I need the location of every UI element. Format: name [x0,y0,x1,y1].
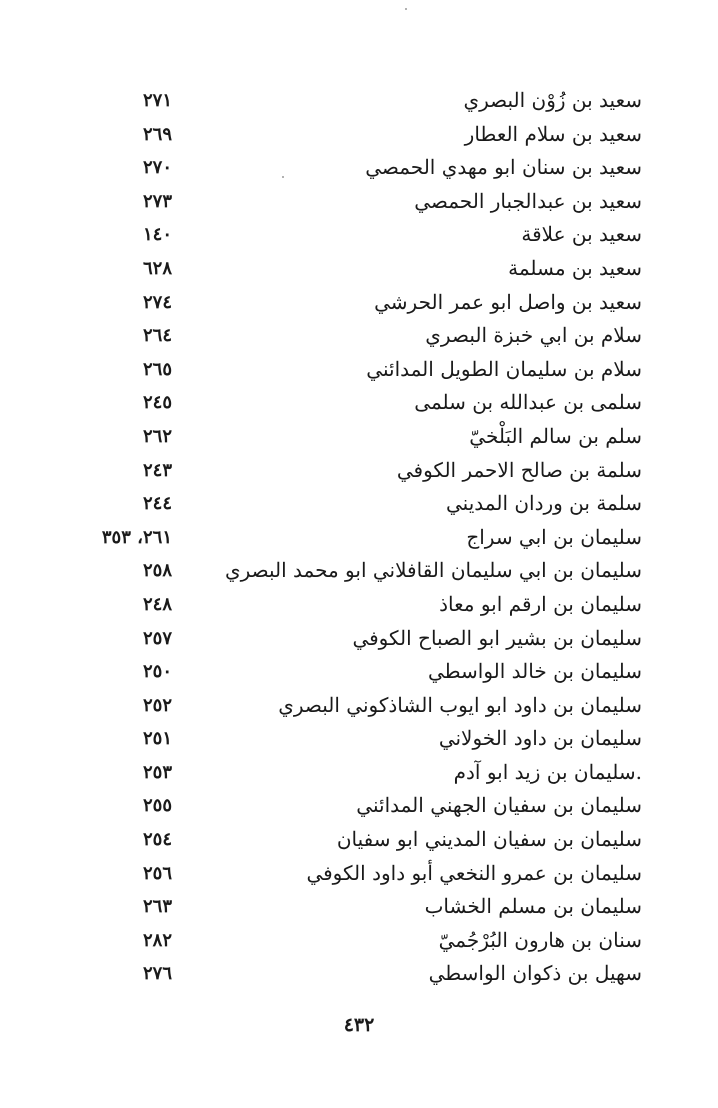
entry-page-refs: ٢٨٢ [142,929,172,951]
entry-name: سنان بن هارون البُرْجُميّ [438,927,642,952]
page-number: ٤٣٢ [343,1014,375,1036]
entry-page-refs: ٢٤٤ [142,493,172,515]
index-entry [0,151,718,185]
entry-name: سليمان بن بشير ابو الصباح الكوفي [352,625,642,650]
index-entry [0,84,718,118]
index-entry [0,756,718,790]
entry-name: سلمة بن وردان المديني [446,491,642,516]
entry-page-refs: ٢٥٥ [142,795,172,817]
entry-page-refs: ٢٥١ [142,728,172,750]
index-entry [0,823,718,857]
entry-page-refs: ٦٢٨ [142,257,172,279]
index-entry [0,789,718,823]
index-entry [0,857,718,891]
index-entry [0,252,718,286]
index-entry [0,420,718,454]
index-entry [0,689,718,723]
entry-name: سلمة بن صالح الاحمر الكوفي [396,457,642,482]
index-entry [0,353,718,387]
entry-name: سعيد بن عبدالجبار الحمصي [414,188,642,213]
entry-name: سلم بن سالم البَلْخيّ [469,423,642,448]
entry-page-refs: ٢٤٨ [142,593,172,615]
entry-name: سلام بن سليمان الطويل المدائني [366,356,642,381]
entry-page-refs: ٢٥٨ [142,560,172,582]
index-entry [0,655,718,689]
entry-page-refs: ٢٧٣ [142,190,172,212]
entry-page-refs: ٢٤٥ [142,392,172,414]
index-entry [0,487,718,521]
entry-name: سليمان بن ابي سراج [466,524,642,549]
entry-page-refs: ٢٥٤ [142,829,172,851]
entry-page-refs: ٢٦١، ٣٥٣ [101,526,172,548]
scan-speck [405,8,407,10]
index-entry [0,454,718,488]
entry-page-refs: ٢٥٧ [142,627,172,649]
entry-page-refs: ٢٥٦ [142,862,172,884]
index-entry [0,588,718,622]
index-entry [0,622,718,656]
entry-name: سليمان بن ابي سليمان القافلاني ابو محمد البصري [224,558,642,583]
entry-name: سليمان بن داود الخولاني [438,726,642,751]
entry-name: سليمان بن عمرو النخعي أبو داود الكوفي [306,860,642,885]
entry-name: سعيد بن سنان ابو مهدي الحمصي [365,155,642,180]
index-entry [0,286,718,320]
entry-page-refs: ٢٦٣ [142,896,172,918]
entry-name: سعيد بن مسلمة [508,255,642,280]
entry-page-refs: ٢٦٥ [142,358,172,380]
entry-name: سلام بن ابي خبزة البصري [425,323,642,348]
entry-page-refs: ٢٧٦ [142,963,172,985]
entry-name: سليمان بن سفيان الجهني المدائني [356,793,642,818]
entry-name: سعيد بن زُوْن البصري [463,88,642,112]
entry-page-refs: ٢٧١ [142,90,172,111]
entry-name: سعيد بن سلام العطار [464,121,642,146]
index-entry [0,218,718,252]
entry-name: سليمان بن ارقم ابو معاذ [439,591,642,616]
entry-page-refs: ٢٤٣ [142,459,172,481]
entry-name: سهيل بن ذكوان الواسطي [428,961,642,986]
index-entry [0,521,718,555]
scan-speck [282,176,284,178]
index-entry [0,319,718,353]
entry-page-refs: ٢٧٤ [142,291,172,313]
entry-name: سعيد بن واصل ابو عمر الحرشي [374,289,642,314]
entry-name: سعيد بن علاقة [521,222,642,247]
entry-page-refs: ١٤٠ [142,224,172,246]
entry-page-refs: ٢٦٢ [142,425,172,447]
entry-name: سليمان بن مسلم الخشاب [424,894,642,919]
entry-page-refs: ٢٦٩ [142,123,172,145]
index-entry [0,957,718,991]
entry-page-refs: ٢٥٣ [142,761,172,783]
entry-name: سليمان بن سفيان المديني ابو سفيان [336,827,642,852]
index-entry [0,554,718,588]
entry-page-refs: ٢٧٠ [142,157,172,179]
entry-page-refs: ٢٥٠ [142,661,172,683]
entry-name: سلمى بن عبدالله بن سلمى [414,390,642,415]
index-entry [0,722,718,756]
entry-page-refs: ٢٦٤ [142,325,172,347]
index-entry [0,924,718,958]
index-entry [0,386,718,420]
index-entry [0,118,718,152]
entry-page-refs: ٢٥٢ [142,694,172,716]
entry-name: .سليمان بن زيد ابو آدم [453,759,642,784]
index-entry [0,890,718,924]
index-entry [0,185,718,219]
entry-name: سليمان بن خالد الواسطي [427,659,642,684]
index-entry-list [0,84,718,991]
entry-name: سليمان بن داود ابو ايوب الشاذكوني البصري [278,692,642,717]
